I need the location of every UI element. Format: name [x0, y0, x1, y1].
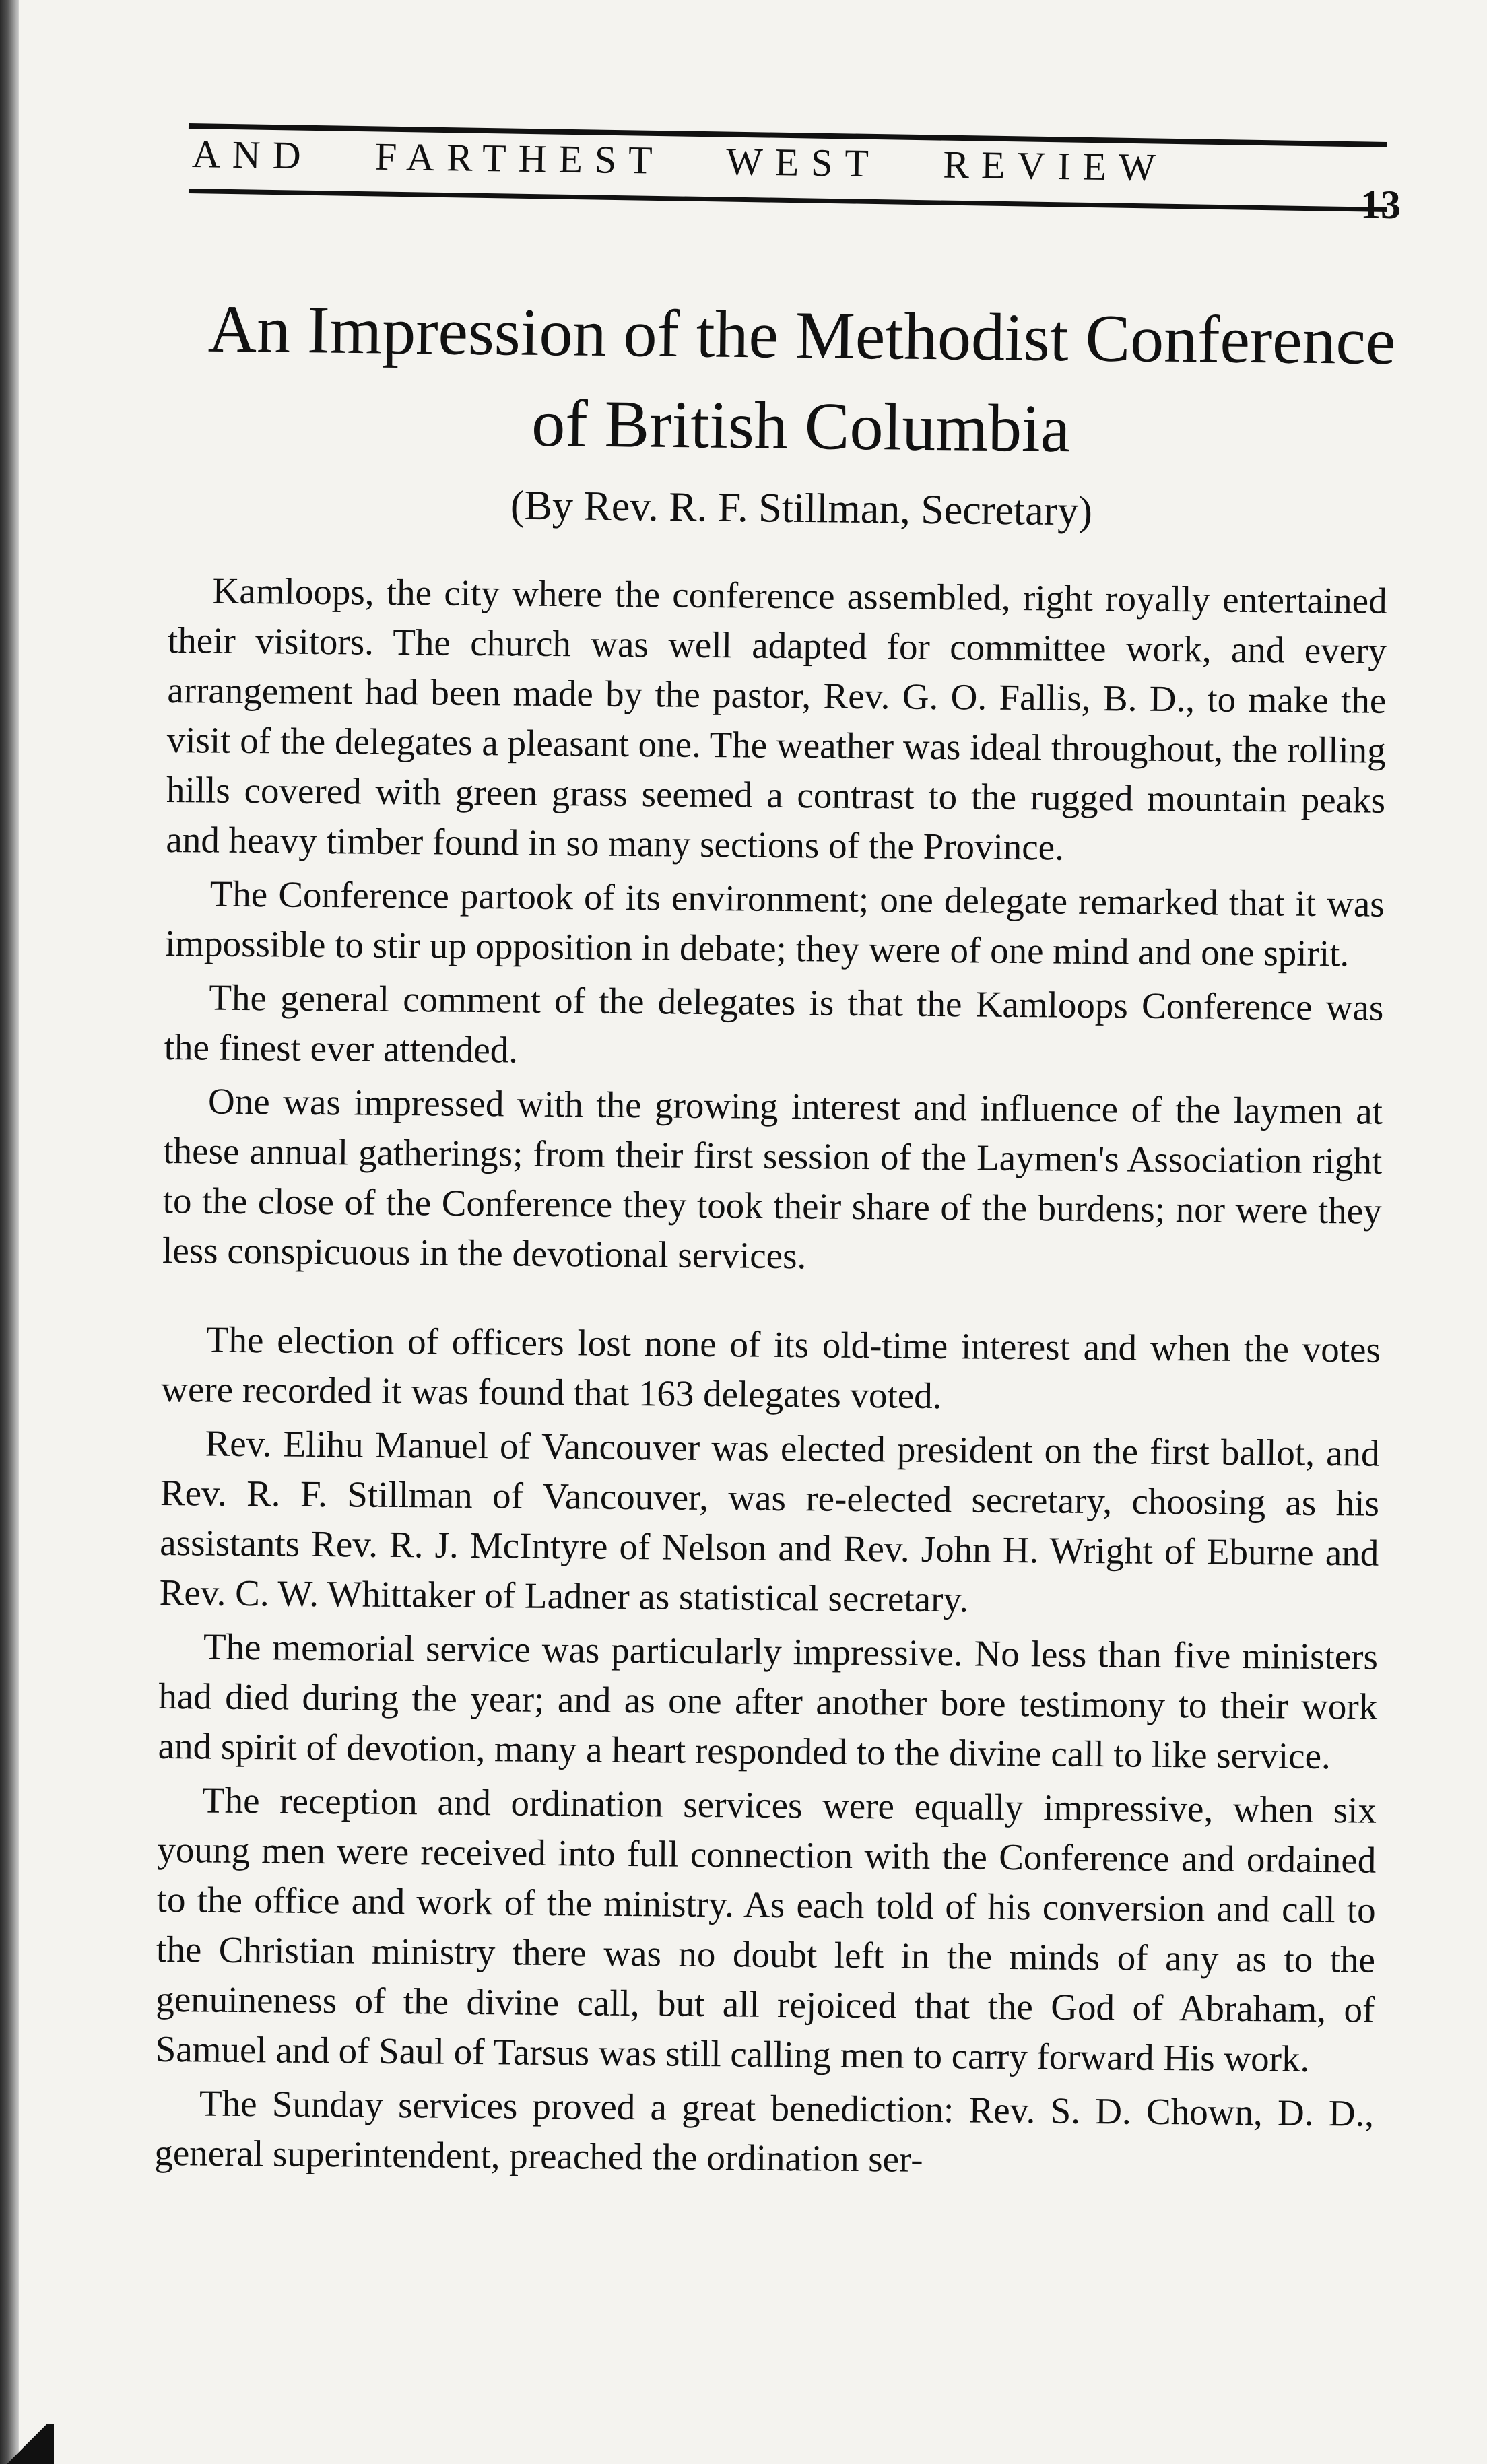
journal-title-word: WEST	[725, 139, 882, 186]
running-header	[189, 118, 1401, 246]
article-title-line: of British Columbia	[531, 385, 1071, 467]
article-body	[154, 566, 1387, 2193]
body-paragraph: One was impressed with the growing interest and influence of the laymen at these annual gatherings; from their first session of the Laymen's Association right to the close of the Conference they took their share of the burdens; nor were they less conspicuous in the devotional services.	[162, 1080, 1383, 1277]
body-paragraph: Rev. Elihu Manuel of Vancouver was elected president on the first ballot, and Rev. R. F. Stillman of Vancouver, was re-elected secretary, choosing as his assistants Rev. R. J. McIntyre of Nelson and Rev. John H. Wright of Eburne and Rev. C. W. Whittaker of Ladner as statistical secretary.	[159, 1422, 1380, 1620]
body-paragraph: The Sunday services proved a great benediction: Rev. S. D. Chown, D. D., general superintendent, preached the ordination ser-	[154, 2082, 1375, 2180]
body-paragraph: Kamloops, the city where the conference assembled, right royally entertained their visitors. The church was well adapted for committee work, and every arrangement had been made by the pastor, Rev. G. O. Fallis, B. D., to make the visit of the delegates a pleasant one. The weather was ideal throughout, the rolling hills covered with green grass seemed a contrast to the rugged mountain peaks and heavy timber found in so many sections of the Province.	[166, 570, 1387, 868]
header-rule-bottom	[189, 189, 1387, 212]
body-paragraph: The Conference partook of its environment; one delegate remarked that it was impossible to stir up opposition in debate; they were of one mind and one spirit.	[164, 873, 1385, 974]
journal-title-word: REVIEW	[942, 142, 1168, 190]
journal-title-word: FARTHEST	[374, 134, 665, 182]
body-paragraph: The general comment of the delegates is that the Kamloops Conference was the finest ever attended.	[164, 976, 1384, 1071]
body-paragraph: The memorial service was particularly impressive. No less than five ministers had died during the year; and as one after another bore testimony to their work and spirit of devotion, many a heart responded to the divine call to like service.	[158, 1626, 1379, 1777]
journal-title-word: AND	[191, 132, 314, 178]
article-title	[201, 284, 1402, 478]
page-corner-shadow	[0, 2424, 54, 2464]
page-binding-edge	[0, 0, 19, 2464]
article-title-line: An Impression of the Methodist Conference	[207, 291, 1396, 379]
article-byline: (By Rev. R. F. Stillman, Secretary)	[510, 482, 1093, 535]
page-number: 13	[1360, 182, 1401, 227]
body-paragraph: The reception and ordination services were equally impressive, when six young men were received into full connection with the Conference and ordained to the office and work of the ministry. As each told of his conversion and call to the Christian ministry there was no doubt left in the minds of any as to the genuineness of the divine call, but all rejoiced that the God of Abraham, of Samuel and of Saul of Tarsus was still calling men to carry forward His work.	[155, 1779, 1377, 2079]
body-paragraph: The election of officers lost none of its old-time interest and when the votes were recorded it was found that 163 delegates voted.	[161, 1319, 1381, 1417]
